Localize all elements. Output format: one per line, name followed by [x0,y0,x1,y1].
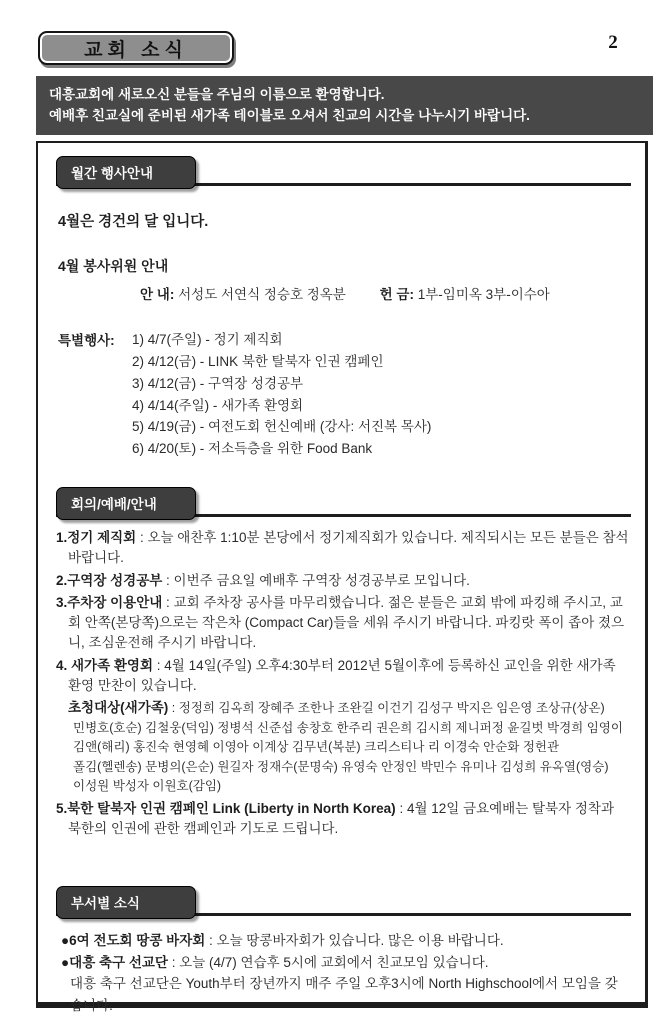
content-box [36,141,648,1013]
section-badge-meetings: 회의/예배/안내 [56,487,196,520]
list-item: ●대흥 축구 선교단 : 오늘 (4/7) 연습후 5시에 교회에서 친교모임 있습니다. [61,954,489,970]
guest-list-line: 초청대상(새가족) : 정정희 김옥희 장혜주 조한나 조완길 이건기 김성구 박지은 임은영 조상규(상온) [68,700,605,716]
guest-list-line: 폴김(헬렌송) 문병의(은순) 원길자 정재수(문명숙) 유영숙 안정인 박민수 유미나 김성희 유옥열(영승) [73,759,609,774]
list-item-continuation: 대흥 축구 선교단은 Youth부터 장년까지 매주 주일 오후3시에 North Highschool에서 모임을 갖습니다. [70,976,618,1013]
committee-title: 4월 봉사위원 안내 [58,258,169,274]
section-header-monthly [56,156,629,188]
page-title-badge: 교회 소식 [38,31,234,65]
special-events-list [132,329,431,460]
list-item: 6) 4/20(토) - 저소득층을 위한 Food Bank [132,441,373,457]
welcome-line-2: 예배후 친교실에 준비된 새가족 테이블로 오셔서 친교의 시간을 나누시기 바랍니다. [49,107,530,123]
usher-names: 서성도 서연식 정승호 정옥분 [178,287,346,302]
welcome-line-1: 대흥교회에 새로오신 분들을 주님의 이름으로 환영합니다. [49,87,385,102]
departments-list [56,930,629,1016]
page-number: 2 [608,32,618,53]
guest-list-line: 이성원 박성자 이원호(감임) [73,779,222,794]
month-theme: 4월은 경건의 달 입니다. [58,214,209,230]
list-item: 1) 4/7(주일) - 정기 제직회 [132,332,283,347]
guest-list-line: 김앤(해리) 홍진숙 현영혜 이영아 이계상 김무년(복분) 크리스티나 리 이경숙 안순화 정헌관 [73,740,560,755]
list-item: 3.주차장 이용안내 : 교회 주차장 공사를 마무리했습니다. 젊은 분들은 교회 밖에 파킹해 주시고, 교회 안쪽(본당쪽)으로는 작은차 (Compact Car)들을 세워 주시기 바랍니다. 파킹랏 폭이 좁아 졌으니, 조심운전해 주시기 바랍니다. [56,594,625,651]
usher-label: 안 내: [140,287,175,302]
list-item: 5) 4/19(금) - 여전도회 헌신예배 (강사: 서진복 목사) [132,419,432,435]
list-item: 1.정기 제직회 : 오늘 애찬후 1:10분 본당에서 정기제직회가 있습니다. 제직되시는 모든 분들은 참석 바랍니다. [56,530,629,566]
list-item: 4. 새가족 환영회 : 4월 14일(주일) 오후4:30부터 2012년 5월이후에 등록하신 교인을 위한 새가족 환영 만찬이 있습니다. [56,657,616,693]
section-header-meetings [56,487,629,519]
list-item: 2.구역장 성경공부 : 이번주 금요일 예배후 구역장 성경공부로 모입니다. [56,572,470,588]
committee-line [140,283,629,303]
list-item: 5.북한 탈북자 인권 캠페인 Link (Liberty in North Korea) : 4월 12일 금요예배는 탈북자 정착과 북한의 인권에 관한 캠페인과 기도로 드립니다. [56,800,614,836]
list-item: 2) 4/12(금) - LINK 북한 탈북자 인권 캠페인 [132,353,384,369]
guest-list-line: 민병호(호순) 김철웅(덕임) 정병석 신준섭 송창호 한주리 권은희 김시희 제니퍼정 윤길벗 박경희 임영이 [73,721,623,736]
guest-list-label: 초청대상(새가족) [68,700,169,716]
list-item: ●6여 전도회 땅콩 바자회 : 오늘 땅콩바자회가 있습니다. 많은 이용 바랍니다. [61,933,504,949]
section-badge-departments: 부서별 소식 [56,886,196,919]
special-events-label: 특별행사: [58,333,115,348]
meetings-list [56,528,629,839]
offering-label: 헌 금: [379,287,414,302]
new-family-guest-list [56,698,629,796]
welcome-banner [36,76,653,135]
offering-names: 1부-임미옥 3부-이수아 [417,287,550,302]
special-events [58,329,629,460]
section-header-departments [56,886,629,918]
list-item: 3) 4/12(금) - 구역장 성경공부 [132,375,304,391]
section-badge-monthly: 월간 행사안내 [56,156,196,189]
list-item: 4) 4/14(주일) - 새가족 환영회 [132,397,304,413]
